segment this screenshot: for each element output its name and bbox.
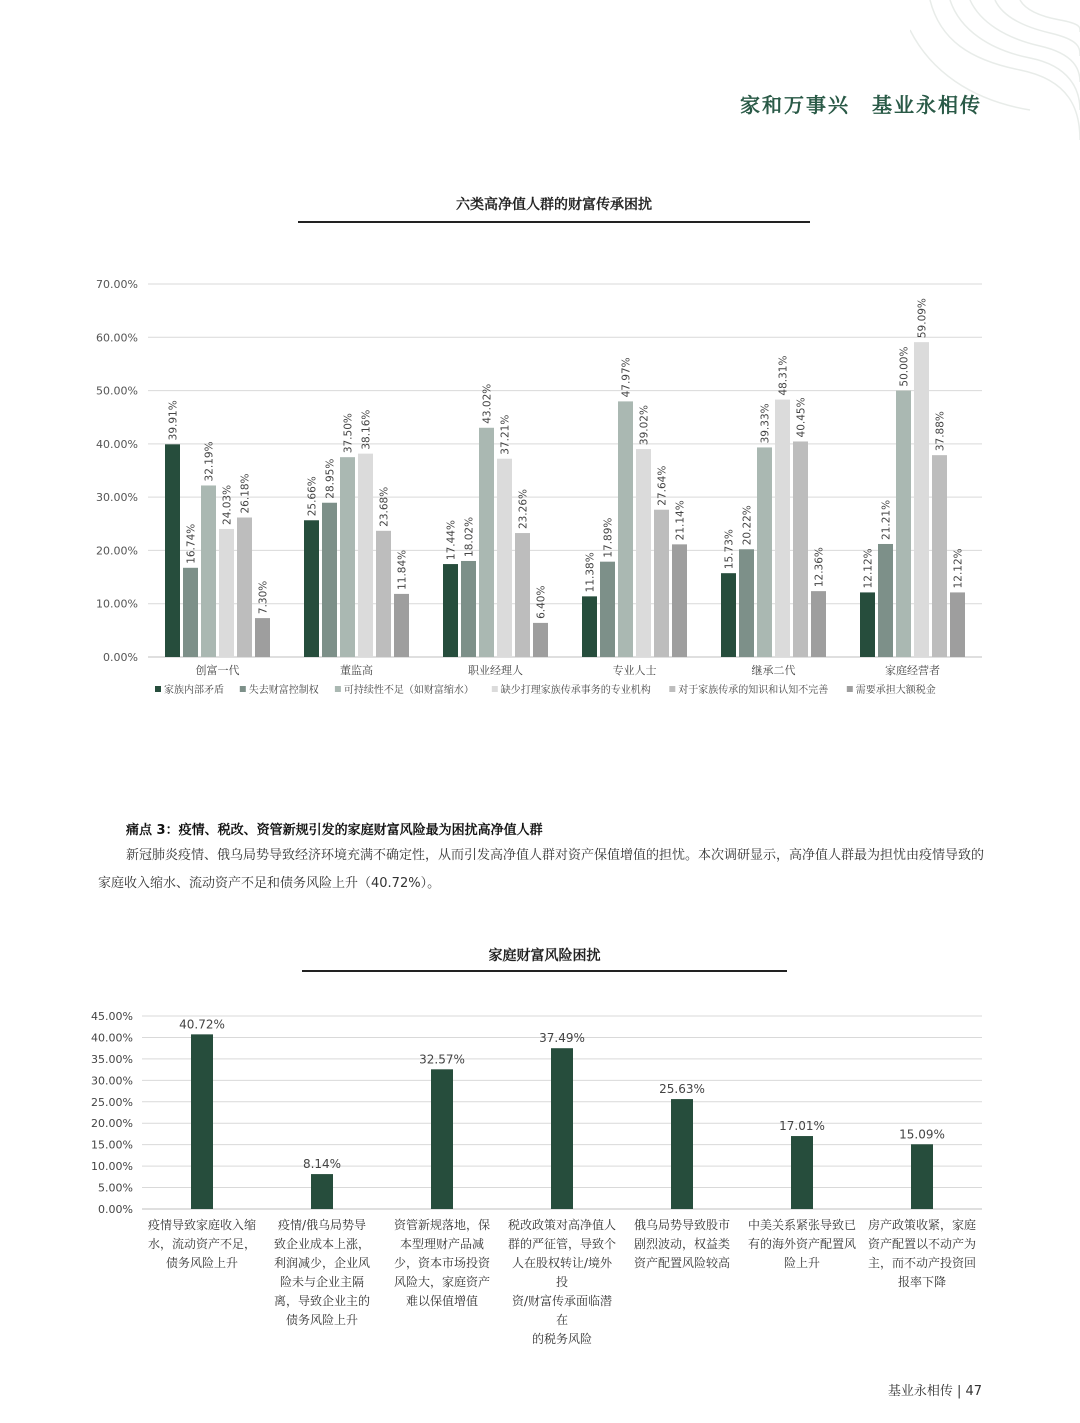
header-title: 家和万事兴 基业永相传: [740, 93, 982, 117]
data-label: 50.00%: [898, 346, 911, 387]
bar: [340, 457, 355, 657]
x-category-label-line: 水，流动资产不足，: [147, 1237, 256, 1251]
bar: [515, 533, 530, 657]
y-tick-label: 40.00%: [91, 1031, 133, 1045]
legend-swatch: [492, 686, 498, 692]
x-category-label-line: 本型理财产品减: [399, 1237, 484, 1251]
bar: [191, 1034, 213, 1209]
x-category-label-line: 的税务风险: [531, 1332, 592, 1346]
legend-label: 失去财富控制权: [248, 685, 319, 696]
x-category-label-line: 税改政策对高净值人: [507, 1218, 616, 1232]
x-category-label: 专业人士: [612, 664, 657, 677]
y-tick-label: 0.00%: [98, 1203, 133, 1215]
y-tick-label: 60.00%: [96, 331, 138, 345]
bar: [533, 623, 548, 657]
x-category-label-line: 难以保值增值: [405, 1294, 478, 1308]
bar: [201, 485, 216, 657]
x-category-label: 家庭经营者: [885, 664, 940, 677]
bar: [311, 1174, 333, 1209]
paragraph-heading: 痛点 3：疫情、税改、资管新规引发的家庭财富风险最为困扰高净值人群: [126, 823, 543, 838]
x-category-label-line: 险未与企业主隔: [279, 1275, 364, 1289]
x-category-label: [266, 1216, 378, 1330]
x-category-label: 职业经理人: [468, 664, 523, 677]
data-label: 17.89%: [602, 517, 615, 558]
data-label: 16.74%: [185, 523, 198, 564]
bar: [358, 454, 373, 657]
page-footer: 基业永相传 | 47: [887, 1384, 982, 1399]
bar: [914, 342, 929, 657]
x-category-label-line: 群的严征管，导致个: [507, 1237, 616, 1251]
y-tick-label: 40.00%: [96, 437, 138, 451]
bar: [183, 568, 198, 657]
legend-swatch: [335, 686, 341, 692]
data-label: 15.09%: [899, 1127, 945, 1142]
data-label: 24.03%: [221, 484, 234, 525]
x-category-label-line: 人在股权转让/境外投: [511, 1256, 613, 1289]
x-category-label-line: 有的海外资产配置风: [747, 1237, 856, 1251]
data-label: 12.12%: [952, 548, 965, 589]
y-tick-label: 30.00%: [96, 491, 138, 505]
bar: [793, 441, 808, 657]
data-label: 18.02%: [463, 516, 476, 557]
data-label: 17.44%: [445, 520, 458, 561]
x-category-label-line: 报率下降: [897, 1275, 946, 1289]
x-category-label-line: 主，而不动产投资回: [867, 1256, 976, 1270]
x-category-label-line: 利润减少，企业风: [273, 1256, 370, 1270]
y-tick-label: 50.00%: [96, 384, 138, 398]
legend-label: 家族内部矛盾: [164, 685, 224, 696]
bar: [322, 503, 337, 657]
bar: [551, 1048, 573, 1209]
bar: [237, 517, 252, 657]
bar: [636, 449, 651, 657]
decorative-arcs: [910, 0, 1080, 140]
x-category-label: [386, 1216, 498, 1311]
data-label: 27.64%: [656, 465, 669, 506]
bar: [878, 544, 893, 657]
data-label: 32.19%: [203, 441, 216, 482]
bar: [811, 591, 826, 657]
data-label: 21.14%: [674, 500, 687, 541]
legend-label: 可持续性不足（如财富缩水）: [343, 685, 474, 696]
data-label: 26.18%: [239, 473, 252, 514]
x-category-label: [626, 1216, 738, 1273]
x-category-label: [746, 1216, 858, 1273]
data-label: 43.02%: [481, 383, 494, 424]
data-label: 6.40%: [535, 585, 548, 619]
data-label: 47.97%: [620, 357, 633, 398]
chart2-title-rule: [302, 970, 787, 972]
legend-swatch: [155, 686, 161, 692]
bar: [671, 1099, 693, 1209]
chart1-plot: [0, 270, 1080, 710]
bar: [672, 544, 687, 657]
x-category-label: [146, 1216, 258, 1273]
x-category-label-line: 资/财富传承面临潜在: [511, 1294, 613, 1327]
x-category-label-line: 风险大，家庭资产: [393, 1275, 490, 1289]
bar: [721, 573, 736, 657]
x-category-label: 董监高: [340, 664, 373, 677]
x-category-label: [866, 1216, 978, 1292]
x-category-label-line: 资产配置风险较高: [633, 1256, 730, 1270]
data-label: 59.09%: [916, 298, 929, 339]
data-label: 39.91%: [167, 400, 180, 441]
data-label: 25.66%: [306, 476, 319, 517]
data-label: 37.50%: [342, 413, 355, 454]
x-category-label-line: 少，资本市场投资: [393, 1256, 490, 1270]
bar: [911, 1144, 933, 1209]
y-tick-label: 10.00%: [91, 1160, 133, 1174]
y-tick-label: 25.00%: [91, 1095, 133, 1109]
bar: [376, 531, 391, 657]
x-category-label-line: 离，导致企业主的: [273, 1294, 370, 1308]
bar: [582, 596, 597, 657]
data-label: 23.68%: [378, 486, 391, 527]
paragraph-body: 新冠肺炎疫情、俄乌局势导致经济环境充满不确定性，从而引发高净值人群对资产保值增值的担忧。本次调研显示，高净值人群最为担忧由疫情导致的家庭收入缩水、流动资产不足和债务风险上升（40.72%）。: [98, 848, 985, 891]
legend-swatch: [240, 686, 246, 692]
x-category-label-line: 资管新规落地，保: [393, 1218, 490, 1232]
data-label: 12.36%: [813, 547, 826, 588]
legend-label: 需要承担大额税金: [855, 685, 936, 696]
y-tick-label: 5.00%: [98, 1181, 133, 1195]
chart1-title: 六类高净值人群的财富传承困扰: [456, 197, 652, 213]
y-tick-label: 20.00%: [96, 544, 138, 558]
data-label: 11.38%: [584, 552, 597, 593]
data-label: 11.84%: [396, 549, 409, 590]
data-label: 7.30%: [257, 580, 270, 615]
y-tick-label: 15.00%: [91, 1138, 133, 1152]
bar: [757, 447, 772, 657]
legend-label: 缺少打理家族传承事务的专业机构: [500, 685, 651, 696]
data-label: 40.45%: [795, 397, 808, 438]
data-label: 28.95%: [324, 458, 337, 499]
x-category-label-line: 债务风险上升: [285, 1313, 358, 1327]
data-label: 32.57%: [419, 1052, 465, 1067]
legend-swatch: [847, 686, 853, 692]
data-label: 23.26%: [517, 489, 530, 530]
x-category-label-line: 疫情/俄乌局势导: [277, 1218, 367, 1232]
bar: [739, 549, 754, 657]
data-label: 39.02%: [638, 405, 651, 446]
y-tick-label: 70.00%: [96, 278, 138, 291]
data-label: 37.88%: [934, 411, 947, 452]
bar: [600, 562, 615, 657]
bar: [775, 400, 790, 657]
x-category-label: [506, 1216, 618, 1349]
y-tick-label: 10.00%: [96, 597, 138, 611]
bar: [304, 520, 319, 657]
bar: [791, 1136, 813, 1209]
y-tick-label: 35.00%: [91, 1052, 133, 1066]
bar: [497, 459, 512, 657]
data-label: 38.16%: [360, 409, 373, 450]
data-label: 20.22%: [741, 505, 754, 546]
x-category-label-line: 剧烈波动，权益类: [633, 1237, 730, 1251]
data-label: 21.21%: [880, 499, 893, 540]
y-tick-label: 30.00%: [91, 1074, 133, 1088]
bar: [932, 455, 947, 657]
x-category-label-line: 致企业成本上涨，: [273, 1237, 370, 1251]
y-tick-label: 20.00%: [91, 1117, 133, 1131]
bar: [618, 401, 633, 657]
legend-swatch: [669, 686, 675, 692]
x-category-label-line: 房产政策收紧，家庭: [867, 1218, 976, 1232]
bar: [896, 391, 911, 657]
bar: [479, 428, 494, 657]
bar: [219, 529, 234, 657]
bar: [950, 592, 965, 657]
data-label: 39.33%: [759, 403, 772, 444]
legend-label: 对于家族传承的知识和认知不完善: [678, 685, 829, 696]
y-tick-label: 45.00%: [91, 1010, 133, 1023]
x-category-label-line: 债务风险上升: [165, 1256, 238, 1270]
x-category-label: 继承二代: [751, 664, 796, 677]
bar: [431, 1069, 453, 1209]
data-label: 17.01%: [779, 1119, 825, 1134]
bar: [443, 564, 458, 657]
data-label: 37.21%: [499, 414, 512, 455]
bar: [255, 618, 270, 657]
x-category-label-line: 疫情导致家庭收入缩: [147, 1218, 256, 1232]
x-category-label-line: 俄乌局势导致股市: [633, 1218, 730, 1232]
chart1-title-rule: [298, 221, 810, 223]
data-label: 12.12%: [862, 548, 875, 589]
bar: [461, 561, 476, 657]
data-label: 15.73%: [723, 529, 736, 570]
chart2-plot: [0, 1005, 1080, 1215]
data-label: 37.49%: [539, 1031, 585, 1046]
data-label: 48.31%: [777, 355, 790, 396]
data-label: 25.63%: [659, 1082, 705, 1097]
x-category-label-line: 资产配置以不动产为: [867, 1237, 976, 1251]
y-tick-label: 0.00%: [103, 651, 138, 664]
data-label: 8.14%: [302, 1157, 342, 1172]
bar: [860, 592, 875, 657]
bar: [654, 510, 669, 657]
bar: [165, 444, 180, 657]
chart2-title: 家庭财富风险困扰: [488, 948, 601, 964]
data-label: 40.72%: [179, 1017, 225, 1032]
x-category-label-line: 险上升: [783, 1256, 820, 1270]
x-category-label: 创富一代: [195, 664, 240, 677]
bar: [394, 594, 409, 657]
x-category-label-line: 中美关系紧张导致已: [747, 1218, 856, 1232]
